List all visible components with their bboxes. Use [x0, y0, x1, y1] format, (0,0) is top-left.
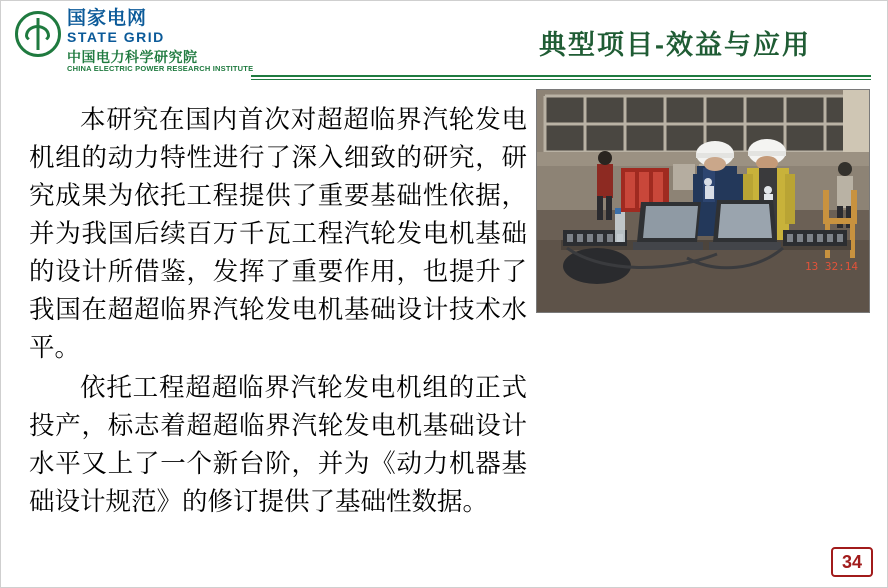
photo-timestamp: 13 32:14 [805, 260, 858, 273]
header-divider [251, 75, 871, 77]
site-photo-image [537, 90, 869, 312]
page-title: 典型项目-效益与应用 [539, 30, 811, 60]
state-grid-logo-icon [15, 11, 61, 57]
paragraph-1: 本研究在国内首次对超超临界汽轮发电机组的动力特性进行了深入细致的研究，研究成果为依托工程提供了重要基础性依据，并为我国后续百万千瓦工程汽轮发电机基础的设计所借鉴，发挥了重要作用，也提升了我国在超超临界汽轮发电机基础设计技术水平。 [29, 106, 527, 362]
logo [15, 9, 253, 73]
paragraph-2: 依托工程超超临界汽轮发电机组的正式投产，标志着超超临界汽轮发电机基础设计水平又上了一个新台阶，并为《动力机器基础设计规范》的修订提供了基础性数据。 [29, 374, 527, 516]
logo-company-cn: 国家电网 [67, 8, 148, 29]
slide-header [1, 1, 888, 83]
header-divider-secondary [251, 79, 871, 80]
logo-institute-cn: 中国电力科学研究院 [67, 48, 198, 65]
logo-institute-en: CHINA ELECTRIC POWER RESEARCH INSTITUTE [67, 64, 254, 74]
body-text [29, 101, 527, 521]
page-number-badge: 34 [831, 547, 873, 577]
logo-text-block [67, 9, 253, 73]
logo-company-en: STATE GRID [67, 28, 165, 45]
site-photo [536, 89, 870, 313]
